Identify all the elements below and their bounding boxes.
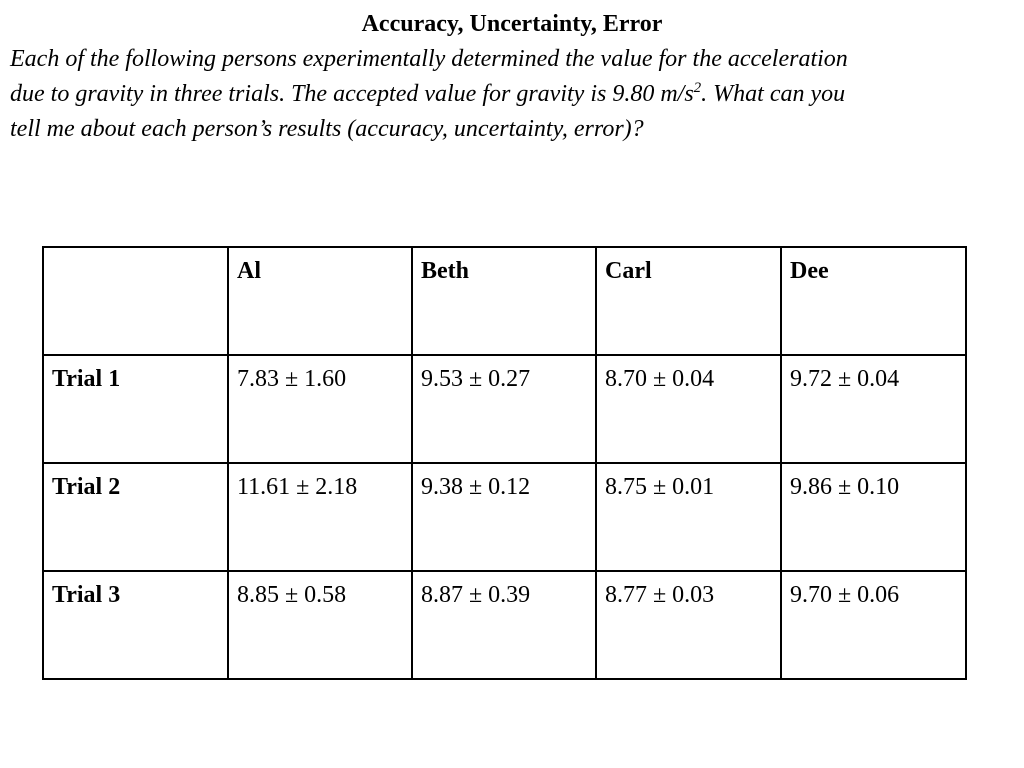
results-table: [42, 246, 967, 680]
table-cell: 9.53 ± 0.27: [412, 355, 596, 463]
prompt-line-2: [10, 77, 1020, 112]
table-cell: 8.70 ± 0.04: [596, 355, 781, 463]
row-label-trial-2: Trial 2: [43, 463, 228, 571]
question-prompt: [10, 42, 1020, 147]
table-cell: 8.87 ± 0.39: [412, 571, 596, 679]
table-cell: 9.70 ± 0.06: [781, 571, 966, 679]
table-cell: 9.72 ± 0.04: [781, 355, 966, 463]
exponent-superscript: 2: [693, 80, 702, 96]
prompt-line-1: Each of the following persons experimentally determined the value for the acceleration: [10, 46, 848, 72]
page-title: Accuracy, Uncertainty, Error: [361, 11, 663, 37]
table-cell: 9.38 ± 0.12: [412, 463, 596, 571]
table-row: [43, 463, 966, 571]
prompt-line-3: tell me about each person’s results (accuracy, uncertainty, error)?: [10, 116, 644, 142]
table-header-row: [43, 247, 966, 355]
prompt-line-2-text: due to gravity in three trials. The accepted value for gravity is 9.80 m/s: [10, 81, 694, 107]
table-cell: 8.77 ± 0.03: [596, 571, 781, 679]
column-header-carl: Carl: [596, 247, 781, 355]
prompt-line-2-tail: . What can you: [701, 81, 846, 107]
table-cell: 11.61 ± 2.18: [228, 463, 412, 571]
table-cell: 7.83 ± 1.60: [228, 355, 412, 463]
row-label-trial-3: Trial 3: [43, 571, 228, 679]
table-cell: 9.86 ± 0.10: [781, 463, 966, 571]
column-header-al: Al: [228, 247, 412, 355]
table-cell: 8.75 ± 0.01: [596, 463, 781, 571]
column-header-dee: Dee: [781, 247, 966, 355]
table-row: [43, 571, 966, 679]
corner-cell: [43, 247, 228, 355]
table-row: [43, 355, 966, 463]
column-header-beth: Beth: [412, 247, 596, 355]
table-cell: 8.85 ± 0.58: [228, 571, 412, 679]
row-label-trial-1: Trial 1: [43, 355, 228, 463]
